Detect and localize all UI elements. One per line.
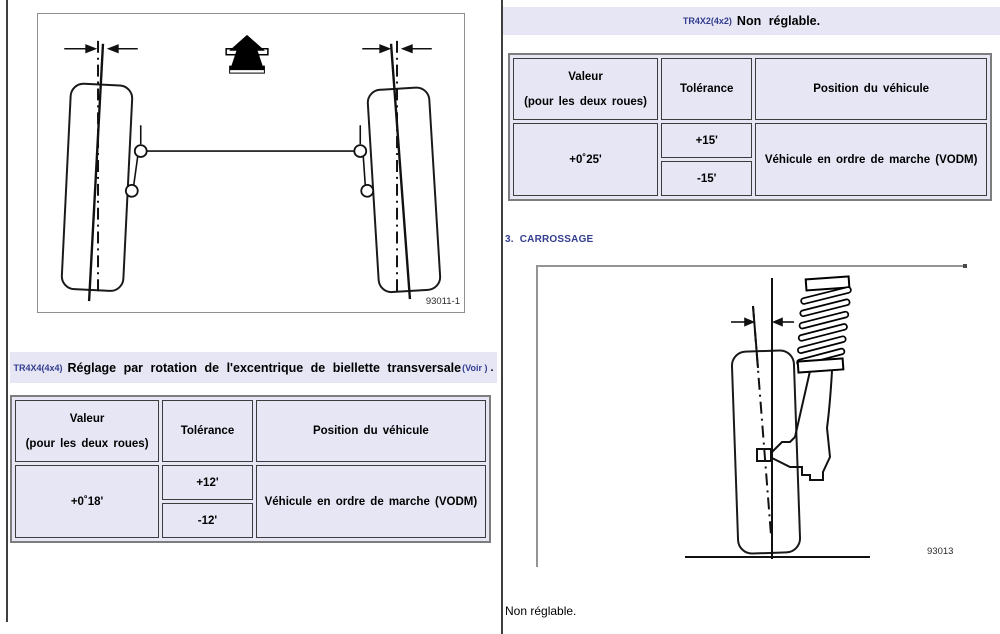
tie-rod bbox=[126, 125, 373, 197]
tolerance-plus-cell: +12' bbox=[162, 465, 253, 500]
section-title-4x4: Réglage par rotation de l'excentrique de biellette transversale bbox=[67, 360, 462, 375]
header-valeur-line2: (pour les deux roues) bbox=[25, 437, 149, 450]
heading-text: CARROSSAGE bbox=[519, 234, 594, 245]
toe-spec-table-4x2 bbox=[508, 53, 992, 201]
right-wheel bbox=[367, 87, 441, 293]
figure-number-camber: 93013 bbox=[927, 546, 954, 557]
figure-number-toe: 93011-1 bbox=[425, 296, 460, 307]
page-border-left bbox=[6, 0, 8, 622]
voir-reference-link[interactable]: (Voir ) bbox=[462, 362, 488, 373]
header-valeur bbox=[15, 400, 159, 462]
toe-diagram bbox=[38, 14, 464, 312]
section-title-4x2: Non réglable. bbox=[736, 14, 821, 28]
toe-spec-table-4x4 bbox=[10, 395, 491, 543]
camber-axis-lines bbox=[753, 278, 772, 559]
left-wheel bbox=[61, 83, 133, 291]
header-position: Position du véhicule bbox=[256, 400, 486, 462]
header-position: Position du véhicule bbox=[755, 58, 987, 120]
camber-diagram-frame bbox=[503, 260, 1000, 590]
frame-corner-mark bbox=[963, 264, 967, 268]
camber-dimension-arrows bbox=[731, 319, 794, 326]
direction-arrow-icon bbox=[226, 35, 268, 74]
position-cell: Véhicule en ordre de marche (VODM) bbox=[755, 123, 987, 196]
tolerance-minus-cell: -12' bbox=[162, 503, 253, 538]
tolerance-minus-cell: -15' bbox=[661, 161, 752, 196]
section-header-4x4 bbox=[10, 352, 497, 383]
camber-wheel bbox=[731, 350, 800, 554]
model-tag-4x2: TR4X2(4x2) bbox=[682, 16, 732, 26]
figure-frame-lines bbox=[537, 266, 965, 567]
header-valeur-line2: (pour les deux roues) bbox=[524, 95, 647, 108]
heading-carrossage bbox=[505, 234, 593, 245]
heading-number: 3. bbox=[505, 234, 514, 245]
model-tag-4x4: TR4X4(4x4) bbox=[13, 362, 63, 373]
header-valeur bbox=[513, 58, 658, 120]
header-tolerance: Tolérance bbox=[661, 58, 752, 120]
tolerance-plus-cell: +15' bbox=[661, 123, 752, 158]
toe-diagram-frame bbox=[37, 13, 465, 313]
section-header-4x2 bbox=[503, 7, 1000, 35]
section-title-period: . bbox=[490, 361, 494, 374]
camber-diagram bbox=[503, 260, 1000, 580]
value-cell: +0˚25' bbox=[513, 123, 658, 196]
value-cell: +0˚18' bbox=[15, 465, 159, 538]
header-valeur-line1: Valeur bbox=[568, 70, 603, 83]
position-cell: Véhicule en ordre de marche (VODM) bbox=[256, 465, 486, 538]
non-reglable-note: Non réglable. bbox=[505, 604, 577, 618]
wheel-axis-lines bbox=[89, 41, 410, 301]
coil-spring bbox=[798, 276, 850, 372]
header-tolerance: Tolérance bbox=[162, 400, 253, 462]
header-valeur-line1: Valeur bbox=[69, 412, 105, 425]
